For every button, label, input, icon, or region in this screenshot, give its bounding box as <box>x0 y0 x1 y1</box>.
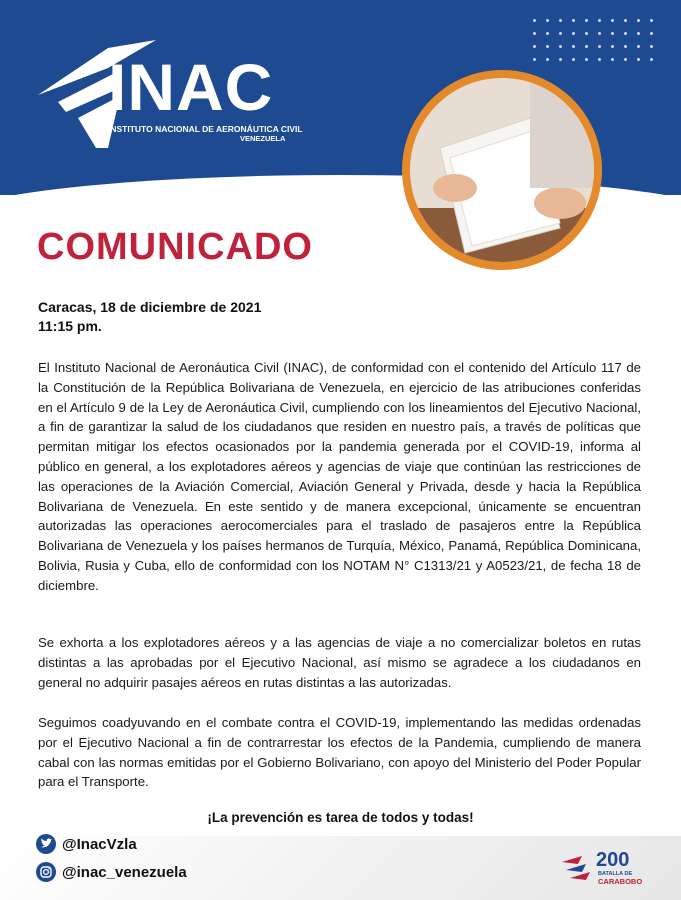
date-block <box>38 298 261 336</box>
badge-line2: CARABOBO <box>598 877 643 886</box>
page-title: COMUNICADO <box>37 226 313 268</box>
logo-name: INAC <box>108 50 274 124</box>
twitter-handle-text: @InacVzla <box>62 835 137 853</box>
paragraph-3: Seguimos coadyuvando en el combate contra el COVID-19, implementando las medidas ordenadas por el Ejecutivo Nacional a fin de contrarrestar los efectos de la Pandemia, cumpliendo de manera cabal con las normas emitidas por el Gobierno Bolivariano, con apoyo del Ministerio del Poder Popular para el Transporte. <box>38 715 641 790</box>
badge-number: 200 <box>596 849 630 871</box>
dot-pattern <box>528 14 658 64</box>
hands-document-photo <box>410 78 594 262</box>
paragraph-1: El Instituto Nacional de Aeronáutica Civil (INAC), de conformidad con el contenido del Artículo 117 de la Constitución de la República Bolivariana de Venezuela, en ejercicio de las atribuciones conferidas en el Artículo 9 de la Ley de Aeronáutica Civil, cumpliendo con los lineamientos del Ejecutivo Nacional, a fin de garantizar la salud de los ciudadanos que residen en nuestro país, a través de políticas que permitan mitigar los efectos ocasionados por la pandemia generada por el COVID-19, informa al público en general, a los explotadores aéreos y agencias de viaje que continúan las restricciones de las operaciones de la Aviación Comercial, Aviación General y Privada, desde y hacia la República Bolivariana de Venezuela. En este sentido y de manera excepcional, únicamente se encuentran autorizadas las operaciones aerocomerciales para el traslado de pasajeros entre la República Bolivariana de Venezuela y los países hermanos de Turquía, México, Panamá, República Dominicana, Bolivia, Rusia y Cuba, ello de conformidad con los NOTAM N° C1313/21 y A0523/21, de fecha 18 de diciembre. <box>38 360 641 593</box>
logo-subtitle: INSTITUTO NACIONAL DE AERONÁUTICA CIVIL <box>108 124 303 134</box>
date-line: Caracas, 18 de diciembre de 2021 <box>38 299 262 315</box>
slogan: ¡La prevención es tarea de todos y todas! <box>207 810 474 825</box>
logo-country: VENEZUELA <box>240 134 286 143</box>
paragraph-2: Se exhorta a los explotadores aéreos y a las agencias de viaje a no comercializar boletos en rutas distintas a las aprobadas por el Ejecutivo Nacional, así mismo se agradece a los ciudadanos en general no adquirir pasajes aéreos en rutas distintas a las autorizadas. <box>38 635 641 690</box>
twitter-handle[interactable] <box>36 834 137 854</box>
twitter-icon <box>36 834 56 854</box>
badge-line1: BATALLA DE <box>598 871 633 877</box>
instagram-handle-text: @inac_venezuela <box>62 863 187 881</box>
instagram-handle[interactable] <box>36 862 187 882</box>
time-line: 11:15 pm. <box>38 318 102 334</box>
bicentennial-badge <box>560 850 660 890</box>
instagram-icon <box>36 862 56 882</box>
